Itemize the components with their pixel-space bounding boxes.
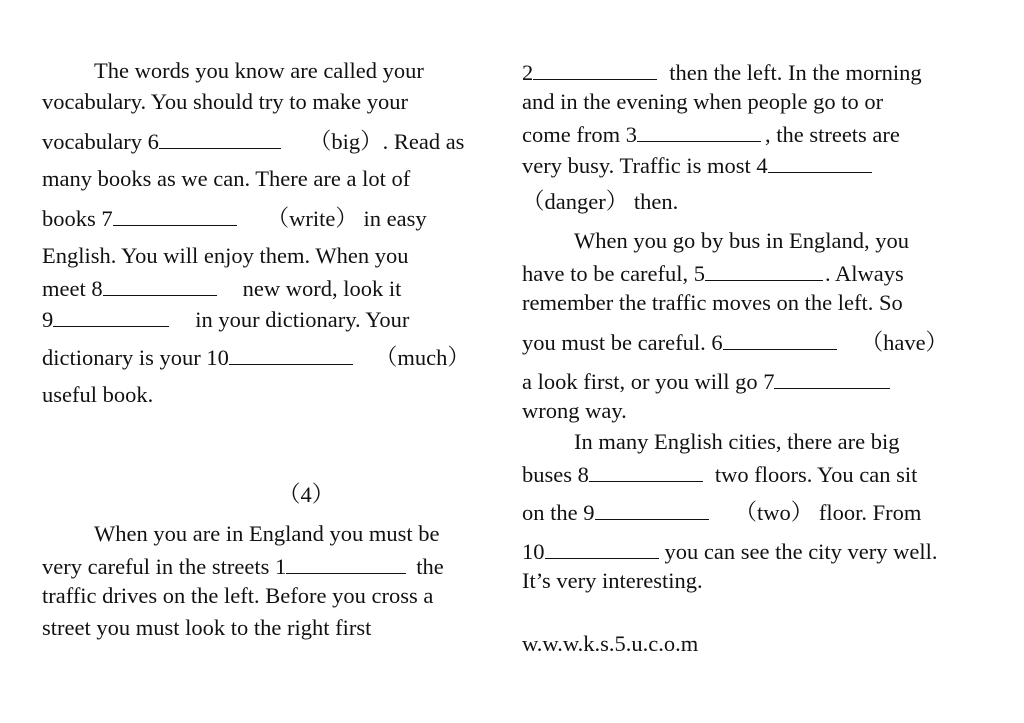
watermark: w.w.w.k.s.5.u.c.o.m	[522, 631, 699, 656]
left-line-6: English. You will enjoy them. When you	[42, 243, 409, 268]
left-line-9: dictionary is your 10 （much）	[42, 345, 470, 370]
right-line-1: 2 then the left. In the morning	[522, 60, 922, 85]
blank-3-right[interactable]	[637, 122, 761, 142]
blank-7-right[interactable]	[774, 369, 890, 389]
right-line-7: have to be careful, 5 . Always	[522, 261, 904, 286]
left-line-10: useful book.	[42, 382, 154, 407]
blank-9-left[interactable]	[53, 307, 169, 327]
left-line-4: many books as we can. There are a lot of	[42, 166, 411, 191]
left-line-14: street you must look to the right first	[42, 615, 372, 640]
right-line-2: and in the evening when people go to or	[522, 89, 884, 114]
right-line-10: a look first, or you will go 7	[522, 369, 982, 394]
right-line-13: buses 8 two floors. You can sit	[522, 462, 918, 487]
blank-10-left[interactable]	[229, 345, 353, 365]
right-line-8: remember the traffic moves on the left. So	[522, 290, 903, 315]
blank-6-left[interactable]	[159, 129, 281, 149]
right-line-6: When you go by bus in England, you	[574, 228, 909, 253]
blank-9-right[interactable]	[595, 500, 709, 520]
left-line-13: traffic drives on the left. Before you cross a	[42, 583, 434, 608]
blank-4-right[interactable]	[768, 153, 872, 173]
left-line-8: 9 in your dictionary. Your	[42, 307, 410, 332]
right-line-9: you must be careful. 6 （have）	[522, 330, 949, 355]
left-line-11: When you are in England you must be	[94, 521, 440, 546]
blank-7-left[interactable]	[113, 206, 237, 226]
left-line-12: very careful in the streets 1 the	[42, 554, 444, 579]
left-line-1: The words you know are called your	[94, 58, 424, 83]
right-line-16: It’s very interesting.	[522, 568, 703, 593]
left-line-5: books 7 （write） in easy	[42, 206, 427, 231]
section-number: （4）	[278, 482, 335, 507]
blank-8-right[interactable]	[589, 462, 703, 482]
right-line-5: （danger） then.	[522, 189, 679, 214]
blank-10-right[interactable]	[545, 539, 659, 559]
blank-2-right[interactable]	[533, 60, 657, 80]
blank-1-left[interactable]	[286, 554, 406, 574]
right-line-4: very busy. Traffic is most 4	[522, 153, 982, 178]
right-line-3: come from 3 , the streets are	[522, 122, 900, 147]
left-line-3: vocabulary 6 （big）. Read as	[42, 129, 465, 154]
blank-8-left[interactable]	[103, 276, 217, 296]
blank-5-right[interactable]	[705, 261, 823, 281]
left-line-2: vocabulary. You should try to make your	[42, 89, 408, 114]
right-line-12: In many English cities, there are big	[574, 429, 900, 454]
right-line-11: wrong way.	[522, 398, 627, 423]
right-line-14: on the 9 （two） floor. From	[522, 500, 922, 525]
blank-6-right[interactable]	[723, 330, 837, 350]
right-line-15: 10 you can see the city very well.	[522, 539, 938, 564]
left-line-7: meet 8 new word, look it	[42, 276, 402, 301]
